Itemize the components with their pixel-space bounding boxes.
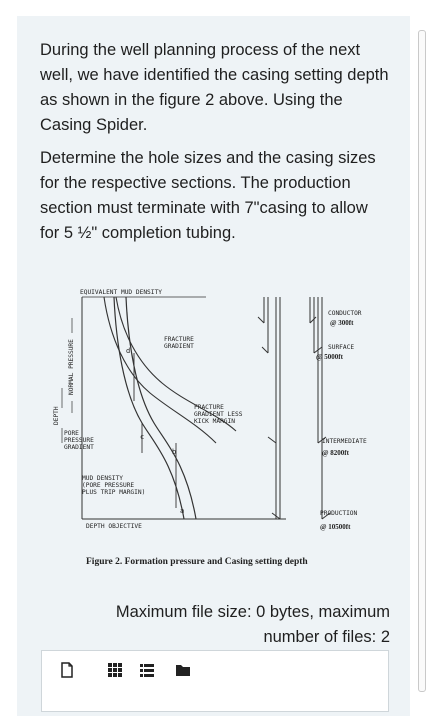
scrollbar[interactable]	[418, 30, 426, 692]
figure-top-label: EQUIVALENT MUD DENSITY	[80, 289, 162, 296]
depth-objective-label: DEPTH OBJECTIVE	[86, 523, 142, 530]
question-paragraph-1: During the well planning process of the next well, we have identified the casing setting depth as shown in the figure 2 above. Using the Casing Spider.	[40, 41, 389, 134]
mud-density-label-1: MUD DENSITY	[82, 475, 123, 482]
point-d: d	[126, 347, 131, 355]
mud-density-label-2: (PORE PRESSURE	[82, 482, 135, 489]
casing-intermediate-name: INTERMEDIATE	[322, 438, 367, 445]
point-b: b	[172, 448, 177, 456]
question-paragraph-2: Determine the hole sizes and the casing sizes for the respective sections. The production section must terminate with 7"casing to allow for 5 ½" completion tubing.	[40, 149, 376, 242]
mud-density-label-3: PLUS TRIP MARGIN)	[82, 489, 146, 496]
figure-caption: Figure 2. Formation pressure and Casing setting depth	[86, 557, 308, 567]
normal-pressure-label: NORMAL PRESSURE	[68, 339, 75, 395]
point-c: c	[140, 433, 145, 441]
casing-surface-depth: @ 5000ft	[316, 353, 343, 361]
pore-pressure-label-1: PORE	[64, 430, 79, 437]
point-a: a	[180, 507, 185, 515]
casing-surface-name: SURFACE	[328, 344, 355, 351]
casing-production-depth: @ 10500ft	[320, 523, 351, 531]
file-limit-note: Maximum file size: 0 bytes, maximum number of files: 2	[115, 603, 390, 646]
grid-icon[interactable]	[106, 661, 124, 679]
fracture-less-label-2: GRADIENT LESS	[194, 411, 243, 418]
fracture-less-label-1: FRACTURE	[194, 404, 224, 411]
upload-toolbar	[41, 650, 389, 712]
pore-pressure-label-2: PRESSURE	[64, 437, 94, 444]
fracture-gradient-label-2: GRADIENT	[164, 343, 194, 350]
casing-conductor-depth: @ 300ft	[330, 319, 354, 327]
fracture-gradient-label-1: FRACTURE	[164, 336, 194, 343]
list-icon[interactable]	[138, 661, 156, 679]
fracture-less-label-3: KICK MARGIN	[194, 418, 235, 425]
formation-pressure-figure	[46, 283, 396, 583]
folder-icon[interactable]	[174, 661, 192, 679]
casing-intermediate-depth: @ 8200ft	[322, 449, 349, 457]
casing-production-name: PRODUCTION	[320, 510, 358, 517]
casing-conductor-name: CONDUCTOR	[328, 310, 362, 317]
pore-pressure-label-3: GRADIENT	[64, 444, 94, 451]
depth-axis-label: DEPTH	[53, 406, 60, 425]
file-icon[interactable]	[58, 661, 76, 679]
